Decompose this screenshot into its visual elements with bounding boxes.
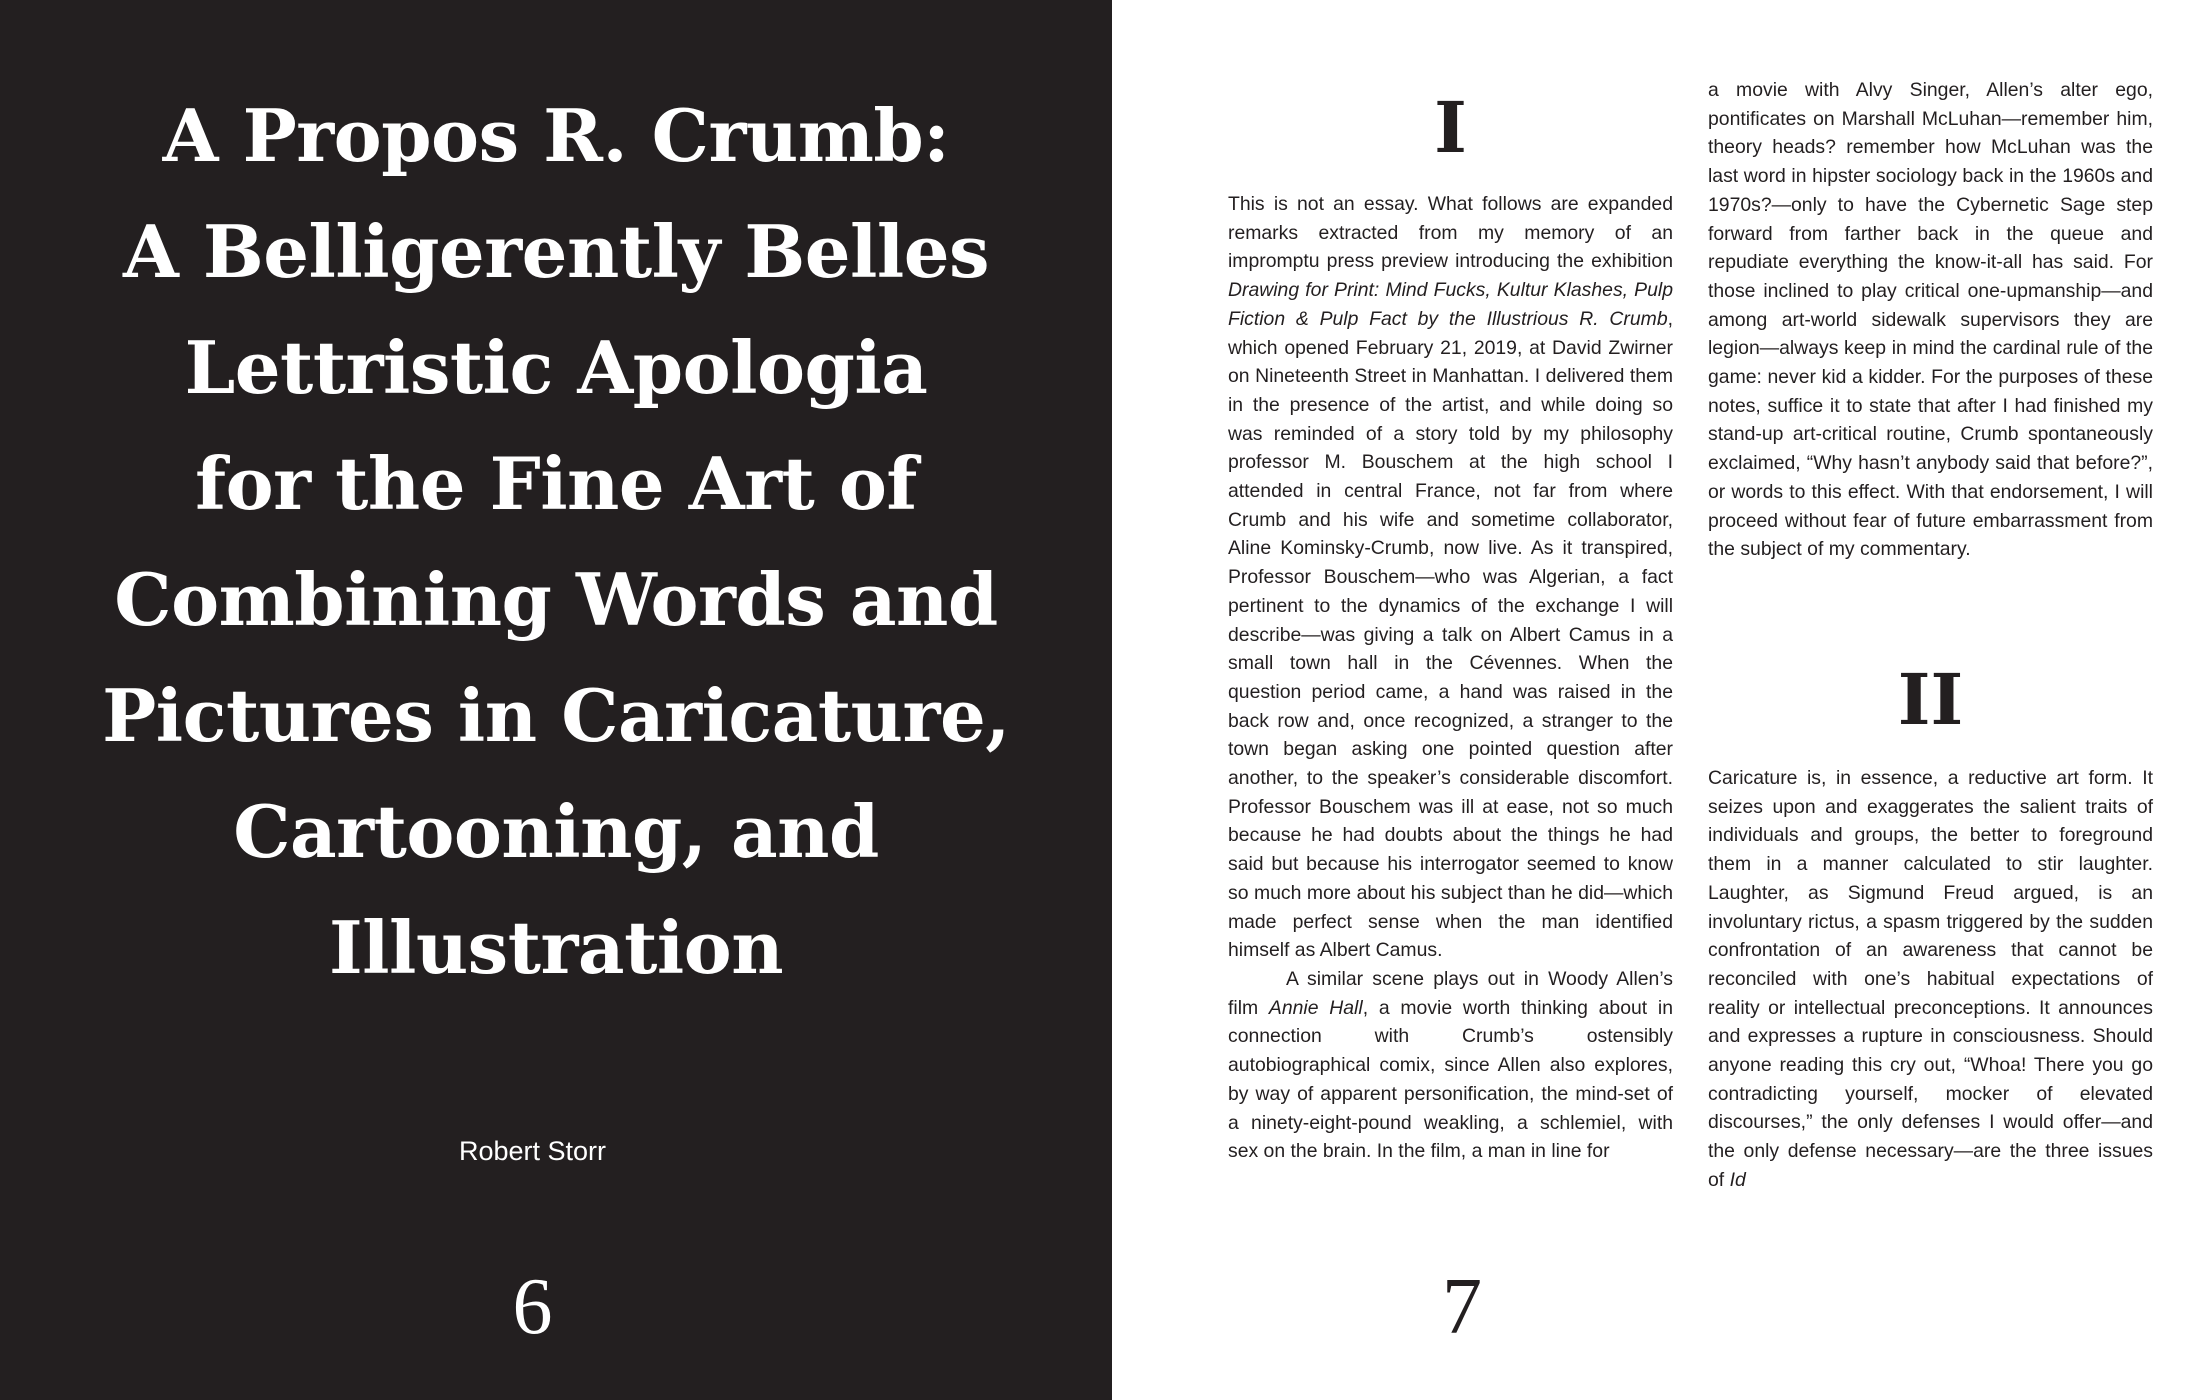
title-line: for the Fine Art of <box>195 441 917 526</box>
paragraph <box>1228 190 1673 965</box>
title-line: Pictures in Caricature, <box>102 673 1010 758</box>
title-line: Lettristic Apologia <box>184 325 928 410</box>
right-page <box>1112 0 2210 1400</box>
title-line: A Propos R. Crumb: <box>162 93 950 178</box>
text-column-1 <box>1228 190 1673 1166</box>
exhibition-title: Drawing for Print: Mind Fucks, Kultur Klashes, Pulp Fiction & Pulp Fact by the Illustrious R. Crumb <box>1228 279 1673 330</box>
title-line: Cartooning, and <box>233 789 879 874</box>
magazine-title: Id <box>1729 1168 1746 1191</box>
title-line: A Belligerently Belles <box>122 209 990 294</box>
author-name: Robert Storr <box>458 1136 607 1166</box>
paragraph-text: Caricature is, in essence, a reductive art form. It seizes upon and exaggerates the salient traits of individuals and groups, the better to foreground them in a manner calculated to stir laughter. Laughter, as Sigmund Freud argued, is an involuntary rictus, a spasm triggered by the sudden confrontation of an awareness that cannot be reconciled with one’s habitual expectations of reality or intellectual preconceptions. It announces and expresses a rupture in consciousness. Should anyone reading this cry out, “Whoa! There you go contradicting yourself, mocker of elevated discourses,” the only defenses I would offer—and the only defense necessary—are the three issues of <box>1708 767 2153 1191</box>
paragraph <box>1228 965 1673 1166</box>
paragraph-text: , which opened February 21, 2019, at David Zwirner on Nineteenth Street in Manhattan. I delivered them in the presence of the artist, and while doing so was reminded of a story told by my philosophy professor M. Bouschem at the high school I attended in central France, not far from where Crumb and his wife and sometime collaborator, Aline Kominsky-Crumb, now live. As it transpired, Professor Bouschem—who was Algerian, a fact pertinent to the dynamics of the exchange I will describe—was giving a talk on Albert Camus in a small town hall in the Cévennes. When the question period came, a hand was raised in the back row and, once recognized, a stranger to the town began asking one pointed question after another, to the speaker’s considerable discomfort. Professor Bouschem was ill at ease, not so much because he had doubts about the things he had said but because his interrogator seemed to know so much more about his subject than he did—which made perfect sense when the man identified himself as Albert Camus. <box>1228 307 1673 962</box>
section-numeral-1: I <box>1434 86 1467 169</box>
text-column-2 <box>1708 76 2153 564</box>
paragraph-text: This is not an essay. What follows are expanded remarks extracted from my memory of an impromptu press preview introducing the exhibition <box>1228 193 1673 273</box>
film-title: Annie Hall <box>1268 996 1363 1019</box>
page-number-right: 7 <box>1442 1263 1482 1351</box>
paragraph <box>1708 764 2153 1195</box>
title-line: Combining Words and <box>114 557 998 642</box>
page-number-left: 6 <box>512 1263 553 1351</box>
paragraph: a movie with Alvy Singer, Allen’s alter ego, pontificates on Marshall McLuhan—remember him, theory heads? remember how McLuhan was the last word in hipster sociology back in the 1960s and 1970s?—only to have the Cybernetic Sage step forward from farther back in the queue and repudiate everything the know-it-all has said. For those inclined to play critical one-upmanship—and among art-world sidewalk supervisors they are legion—always keep in mind the cardinal rule of the game: never kid a kidder. For the purposes of these notes, suffice it to state that after I had finished my stand-up art-critical routine, Crumb spontaneously exclaimed, “Why hasn’t anybody said that before?”, or words to this effect. With that endorsement, I will proceed without fear of future embarrassment from the subject of my commentary. <box>1708 79 2153 561</box>
paragraph-text: , a movie worth thinking about in connection with Crumb’s ostensibly autobiographical comix, since Allen also explores, by way of apparent personification, the mind-set of a ninety-eight-pound weakling, a schlemiel, with sex on the brain. In the film, a man in line for <box>1228 996 1674 1163</box>
essay-title <box>60 78 1052 1006</box>
text-column-2-section-2 <box>1708 764 2153 1195</box>
section-numeral-2: II <box>1897 658 1964 741</box>
paragraph-text: A similar scene plays out in Woody Allen’s film <box>1228 967 1673 1019</box>
title-line: Illustration <box>328 905 784 990</box>
